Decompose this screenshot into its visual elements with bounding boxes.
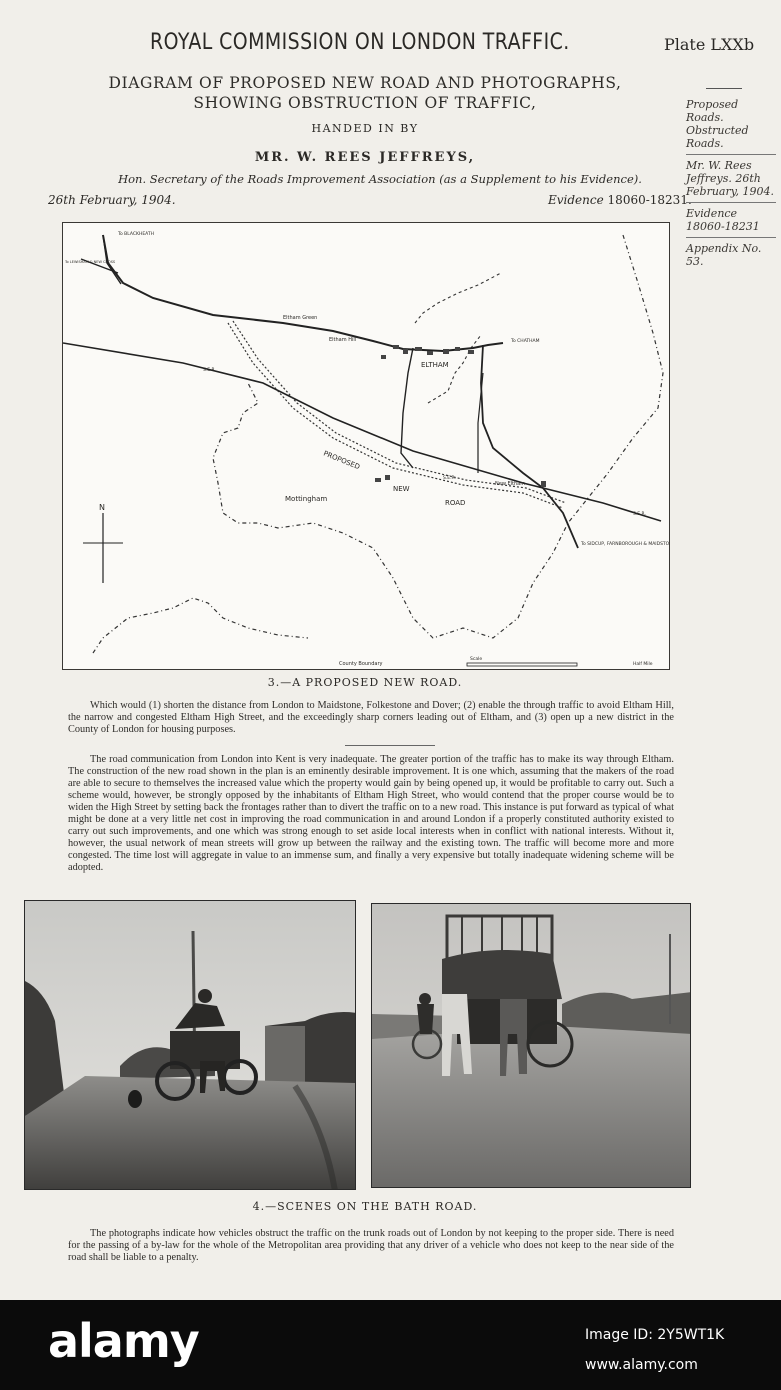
- eltham-buildings: [375, 345, 546, 487]
- county-boundary-line: [213, 235, 663, 638]
- map-label-eltham: ELTHAM: [421, 361, 449, 369]
- figure-4-caption: 4.—SCENES ON THE BATH ROAD.: [252, 1200, 478, 1213]
- map-label-proposed: PROPOSED: [322, 449, 362, 472]
- map-label-eltham-hill: Eltham Hill: [329, 337, 357, 343]
- map-label-ser: S.E.R.: [203, 368, 216, 373]
- image-id: Image ID: 2Y5WT1K: [585, 1327, 725, 1343]
- compass-north-label: N: [99, 503, 105, 512]
- handed-in-label: HANDED IN BY: [311, 122, 419, 135]
- margin-rule: [706, 88, 742, 89]
- subtitle-line-1: DIAGRAM OF PROPOSED NEW ROAD AND PHOTOGRAPHS,: [108, 74, 622, 92]
- scale-bar: [467, 663, 577, 666]
- figure-3-body: The road communication from London into Kent is very inadequate. The greater portion of the traffic has to make its way through Eltham. The construction of the new road shown in the plan is an eminently desirable improvement. It is one which, assuming that the makers of the road are able to secure to themselves the increased value which the property would gain by being opened up, it would be profitable to carry out. Such a scheme would, however, be strongly opposed by the inhabitants of Eltham High Street, who would contend that the proper course would be to widen the High Street by setting back the frontages rather than to divert the traffic on to a new road. This instance is put forward as typical of what might be done at a very little net cost in improving the road communication in and around London if a properly constituted authority existed to carry out such improvements, and one which was strong enough to set aside local interests when in conflict with national interests. Without it, however, the usual network of mean streets will grow up between the railway and the existing town. The traffic will become more and more congested. The time lost will aggregate in value to an immense sum, and finally a very expensive but totally inadequate widening scheme will be adopted.: [68, 754, 674, 873]
- district-boundary-line: [428, 335, 481, 403]
- evidence-range: 18060-18231.: [607, 193, 692, 207]
- map-label-sidcup: To SIDCUP, FARNBOROUGH & MAIDSTONE: [581, 542, 669, 547]
- margin-notes: [686, 98, 776, 276]
- figure-3-summary: Which would (1) shorten the distance from London to Maidstone, Folkestone and Dover; (2) enable the through traffic to avoid Eltham Hill, the narrow and congested Eltham High Street, and the exceedingly sharp corners leading out of Eltham, and (3) open up a new district in the County of London for housing purposes.: [68, 700, 674, 735]
- photo-horse-cart: [24, 900, 356, 1190]
- proposed-road-map: [62, 222, 670, 670]
- figure-3-caption: 3.—A PROPOSED NEW ROAD.: [267, 676, 463, 689]
- map-label-eltham-green: Eltham Green: [283, 315, 318, 321]
- map-label-new: NEW: [393, 485, 410, 493]
- margin-note: Appendix No. 53.: [686, 242, 762, 268]
- railway-line: [63, 343, 661, 521]
- photo-wagon-image: [372, 904, 691, 1188]
- margin-note: Mr. W. Rees Jeffreys. 26th February, 1904.: [686, 159, 776, 203]
- stock-footer-bar: [0, 1300, 781, 1390]
- county-boundary-key: County Boundary: [339, 661, 383, 667]
- map-label-road: ROAD: [445, 499, 466, 507]
- map-label-new-eltham: New Eltham: [495, 481, 526, 487]
- photo-horse-cart-image: [25, 901, 356, 1190]
- margin-note: Proposed Roads. Obstructed Roads.: [686, 98, 776, 155]
- evidence-reference: [548, 193, 692, 207]
- author-role: Hon. Secretary of the Roads Improvement Association (as a Supplement to his Evidence).: [118, 172, 642, 186]
- photo-wagon: [371, 903, 691, 1188]
- scale-miles-label: Half Mile: [633, 662, 653, 667]
- map-label-mottingham: Mottingham: [285, 495, 328, 503]
- author-name: MR. W. REES JEFFREYS,: [254, 150, 476, 165]
- map-label-ser: S.E.R.: [443, 476, 456, 481]
- scale-label: Scale: [470, 657, 483, 662]
- map-label-blackheath: To BLACKHEATH: [118, 232, 155, 237]
- margin-note: Evidence 18060-18231: [686, 207, 776, 238]
- stock-site-link[interactable]: www.alamy.com: [585, 1357, 698, 1373]
- district-boundary-line: [415, 273, 501, 323]
- map-label-ser: S.E.R.: [633, 512, 646, 517]
- plate-number: Plate LXXb: [664, 35, 755, 54]
- map-label-lewisham: To LEWISHAM & NEW CROSS: [65, 260, 116, 264]
- county-boundary-line: [93, 598, 308, 653]
- existing-road: [103, 235, 503, 351]
- document-title: ROYAL COMMISSION ON LONDON TRAFFIC.: [150, 30, 570, 55]
- map-label-chatham: To CHATHAM: [511, 339, 540, 344]
- figure-4-body: The photographs indicate how vehicles obstruct the traffic on the trunk roads out of London by not keeping to the proper side. There is need for the passing of a by-law for the whole of the Metropolitan area providing that any driver of a vehicle who does not keep to the near side of the road shall be liable to a penalty.: [68, 1228, 674, 1263]
- stock-info: [585, 1320, 724, 1380]
- evidence-label: Evidence: [548, 193, 604, 207]
- map-drawing: [63, 223, 669, 669]
- stock-logo[interactable]: alamy: [48, 1314, 199, 1368]
- subtitle-line-2: SHOWING OBSTRUCTION OF TRAFFIC,: [193, 94, 537, 112]
- document-date: 26th February, 1904.: [48, 193, 176, 207]
- section-divider: [345, 745, 435, 746]
- existing-road: [481, 345, 578, 548]
